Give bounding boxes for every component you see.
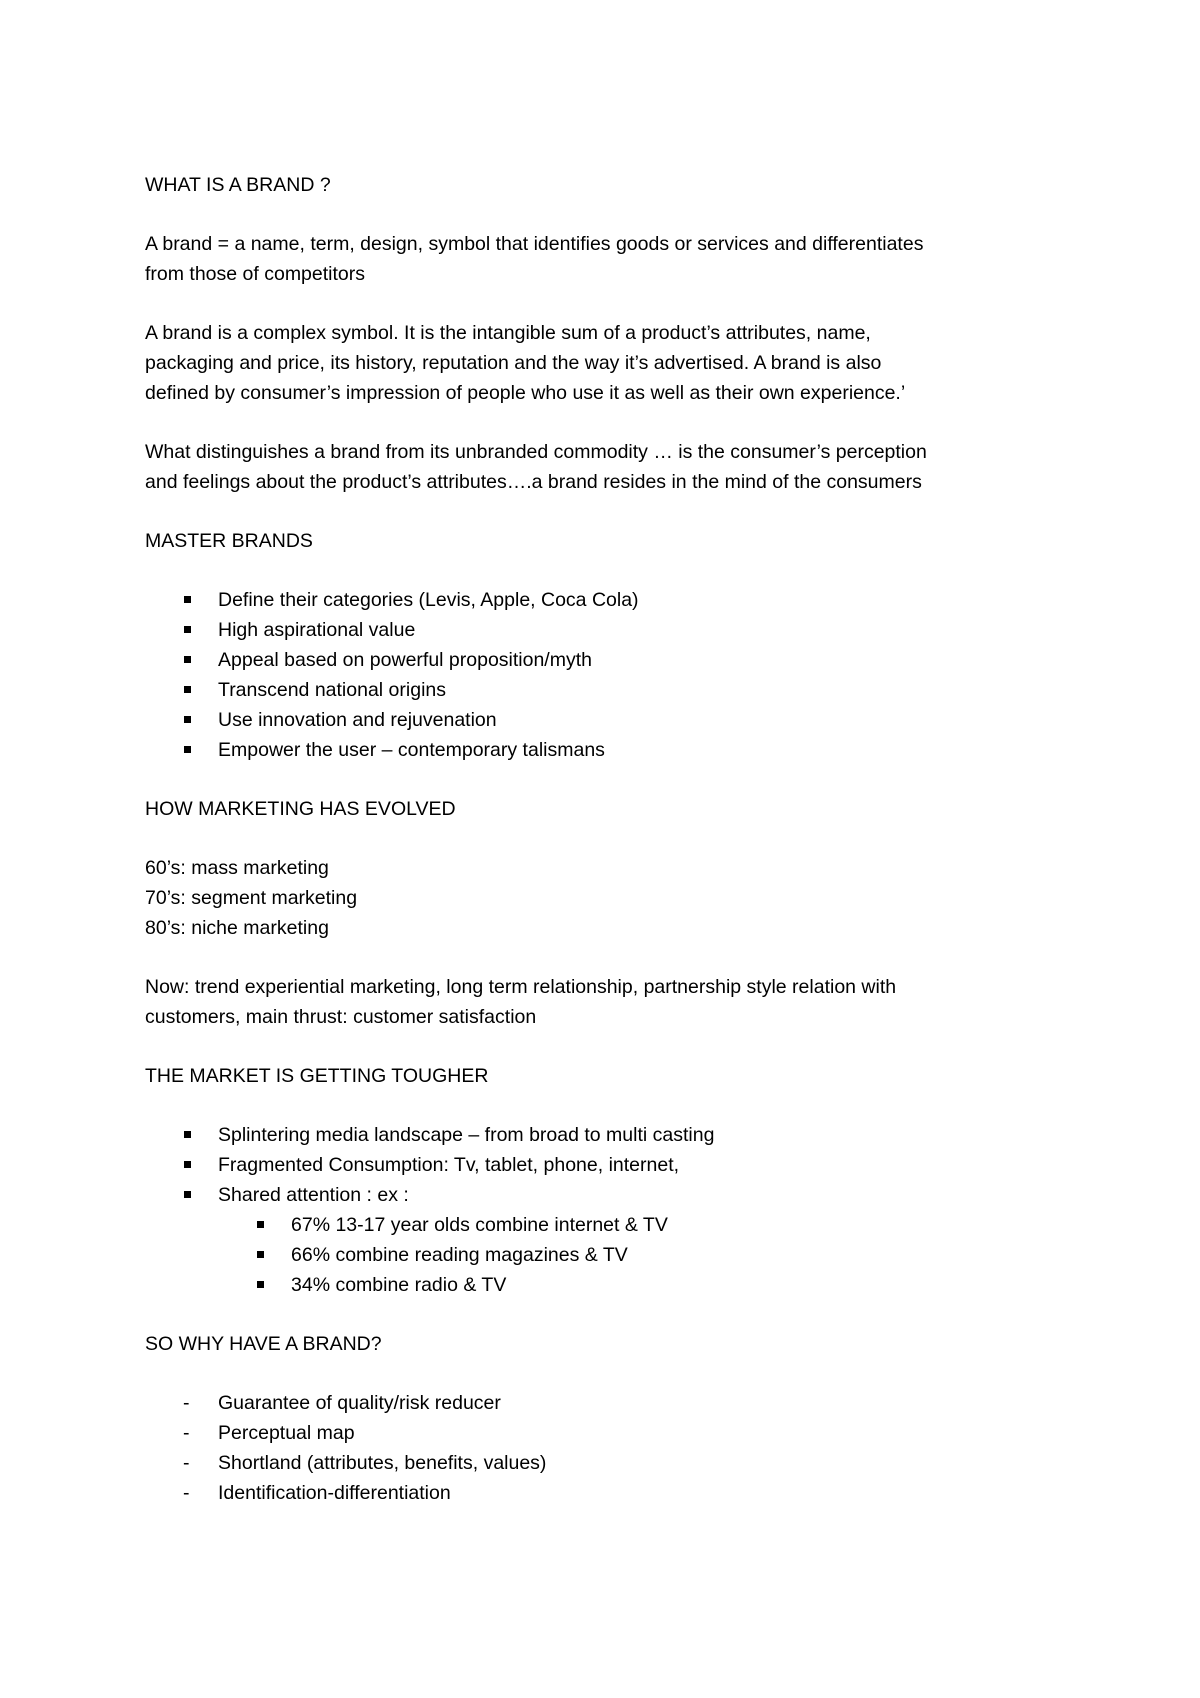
list-item: - Guarantee of quality/risk reducer	[145, 1388, 1065, 1418]
list-item: - Shortland (attributes, benefits, values)	[145, 1448, 1065, 1478]
distinguishes-paragraph	[145, 437, 1065, 497]
era-line: 70’s: segment marketing	[145, 887, 358, 909]
list-item: Define their categories (Levis, Apple, Coca Cola)	[145, 585, 1065, 615]
list-item: Fragmented Consumption: Tv, tablet, phone, internet,	[145, 1150, 1065, 1180]
square-bullet-icon	[184, 596, 191, 603]
paragraph-line: packaging and price, its history, reputation and the way it’s advertised. A brand is also	[145, 352, 882, 374]
list-item: Shared attention : ex :	[145, 1180, 1065, 1210]
era-line: 60’s: mass marketing	[145, 857, 329, 879]
square-bullet-icon	[184, 656, 191, 663]
square-bullet-icon	[184, 746, 191, 753]
dash-bullet: -	[183, 1392, 190, 1414]
paragraph-line: customers, main thrust: customer satisfaction	[145, 1006, 537, 1028]
definition-paragraph	[145, 229, 1065, 289]
list-item: - Perceptual map	[145, 1418, 1065, 1448]
now-paragraph	[145, 972, 1065, 1032]
heading-how-marketing-evolved: HOW MARKETING HAS EVOLVED	[145, 798, 456, 820]
dash-bullet: -	[183, 1452, 190, 1474]
square-bullet-icon	[257, 1251, 264, 1258]
square-bullet-icon	[184, 626, 191, 633]
marketing-eras	[145, 853, 1065, 943]
sub-list-item: 34% combine radio & TV	[145, 1270, 1065, 1300]
paragraph-line: defined by consumer’s impression of people who use it as well as their own experience.’	[145, 382, 906, 404]
heading-what-is-a-brand: WHAT IS A BRAND ?	[145, 174, 331, 196]
paragraph-line: Now: trend experiential marketing, long term relationship, partnership style relation with	[145, 976, 897, 998]
paragraph-line: from those of competitors	[145, 263, 366, 285]
heading-why-have-brand: SO WHY HAVE A BRAND?	[145, 1333, 382, 1355]
square-bullet-icon	[184, 1191, 191, 1198]
shared-attention-sublist	[145, 1210, 1065, 1300]
paragraph-line: What distinguishes a brand from its unbranded commodity … is the consumer’s perception	[145, 441, 927, 463]
heading-market-tougher: THE MARKET IS GETTING TOUGHER	[145, 1065, 489, 1087]
dash-bullet: -	[183, 1422, 190, 1444]
list-item: Use innovation and rejuvenation	[145, 705, 1065, 735]
square-bullet-icon	[184, 1161, 191, 1168]
document-page	[145, 170, 1065, 1508]
list-item: High aspirational value	[145, 615, 1065, 645]
era-line: 80’s: niche marketing	[145, 917, 329, 939]
paragraph-line: and feelings about the product’s attributes….a brand resides in the mind of the consumers	[145, 471, 922, 493]
list-item: Appeal based on powerful proposition/myth	[145, 645, 1065, 675]
list-item: - Identification-differentiation	[145, 1478, 1065, 1508]
dash-bullet: -	[183, 1482, 190, 1504]
complex-symbol-paragraph	[145, 318, 1065, 408]
list-item: Empower the user – contemporary talismans	[145, 735, 1065, 765]
square-bullet-icon	[257, 1221, 264, 1228]
heading-master-brands: MASTER BRANDS	[145, 530, 313, 552]
paragraph-line: A brand = a name, term, design, symbol that identifies goods or services and differentiates	[145, 233, 924, 255]
sub-list-item: 67% 13-17 year olds combine internet & TV	[145, 1210, 1065, 1240]
list-item: Transcend national origins	[145, 675, 1065, 705]
square-bullet-icon	[257, 1281, 264, 1288]
square-bullet-icon	[184, 686, 191, 693]
square-bullet-icon	[184, 1131, 191, 1138]
square-bullet-icon	[184, 716, 191, 723]
market-tougher-list	[145, 1120, 1065, 1210]
sub-list-item: 66% combine reading magazines & TV	[145, 1240, 1065, 1270]
why-brand-list	[145, 1388, 1065, 1508]
list-item: Splintering media landscape – from broad to multi casting	[145, 1120, 1065, 1150]
paragraph-line: A brand is a complex symbol. It is the intangible sum of a product’s attributes, name,	[145, 322, 871, 344]
master-brands-list	[145, 585, 1065, 765]
